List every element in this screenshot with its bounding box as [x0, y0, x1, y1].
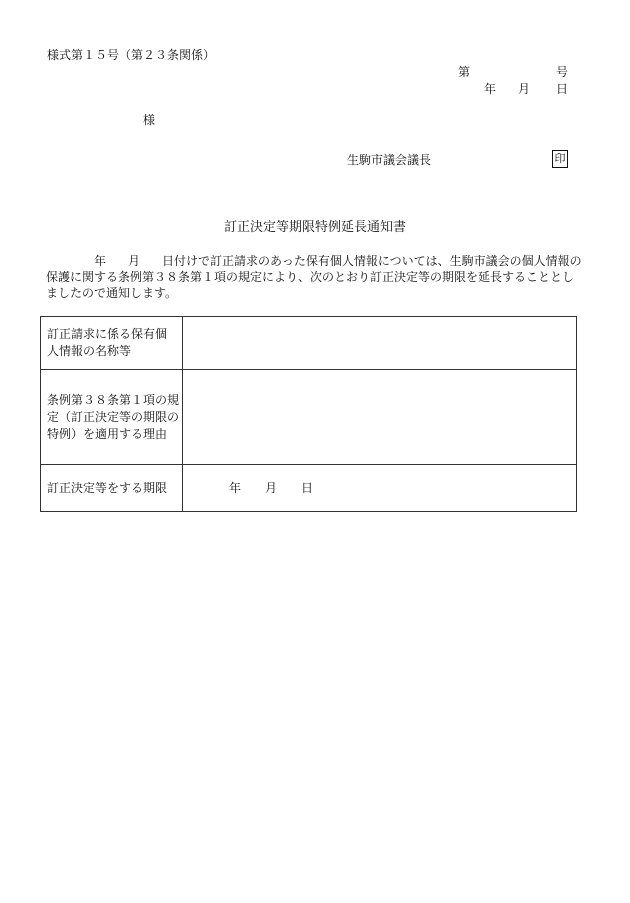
table-row [41, 317, 577, 370]
document-title: 訂正決定等期限特例延長通知書 [223, 220, 406, 235]
seal-mark: 印 [552, 150, 568, 168]
sender-name: 生駒市議会議長 [347, 153, 432, 167]
deadline-date [183, 465, 577, 512]
body-month-label: 月 [128, 254, 141, 268]
table-row-label [41, 317, 183, 370]
date-year-label: 年 [484, 82, 497, 96]
date-day-label: 日 [556, 82, 569, 96]
deadline-year-label: 年 [229, 480, 242, 495]
date-month-label: 月 [518, 82, 531, 96]
table-row-value [183, 370, 577, 465]
deadline-day-label: 日 [301, 480, 314, 495]
addressee-honorific: 様 [143, 113, 156, 127]
table-row-value [183, 317, 577, 370]
table-row-label [41, 370, 183, 465]
form-number: 様式第１５号（第２３条関係） [47, 48, 216, 62]
body-paragraph [46, 253, 582, 301]
document-number-suffix: 号 [556, 65, 569, 79]
deadline-month-label: 月 [265, 480, 278, 495]
body-text: 日付けで訂正請求のあった保有個人情報については、生駒市議会の個人情報の保護に関する条例第３８条第１項の規定により、次のとおり訂正決定等の期限を延長することとしましたので通知します。 [46, 254, 582, 300]
info-table [40, 316, 577, 512]
table-row [41, 370, 577, 465]
table-row-label-text: 条例第３８条第１項の規定（訂正決定等の期限の特例）を適用する理由 [47, 392, 180, 441]
body-year-label: 年 [94, 254, 107, 268]
document-number-prefix: 第 [458, 65, 471, 79]
table-row [41, 465, 577, 512]
table-row-label: 訂正決定等をする期限 [41, 465, 183, 512]
table-row-label-text: 訂正請求に係る保有個人情報の名称等 [47, 327, 168, 358]
